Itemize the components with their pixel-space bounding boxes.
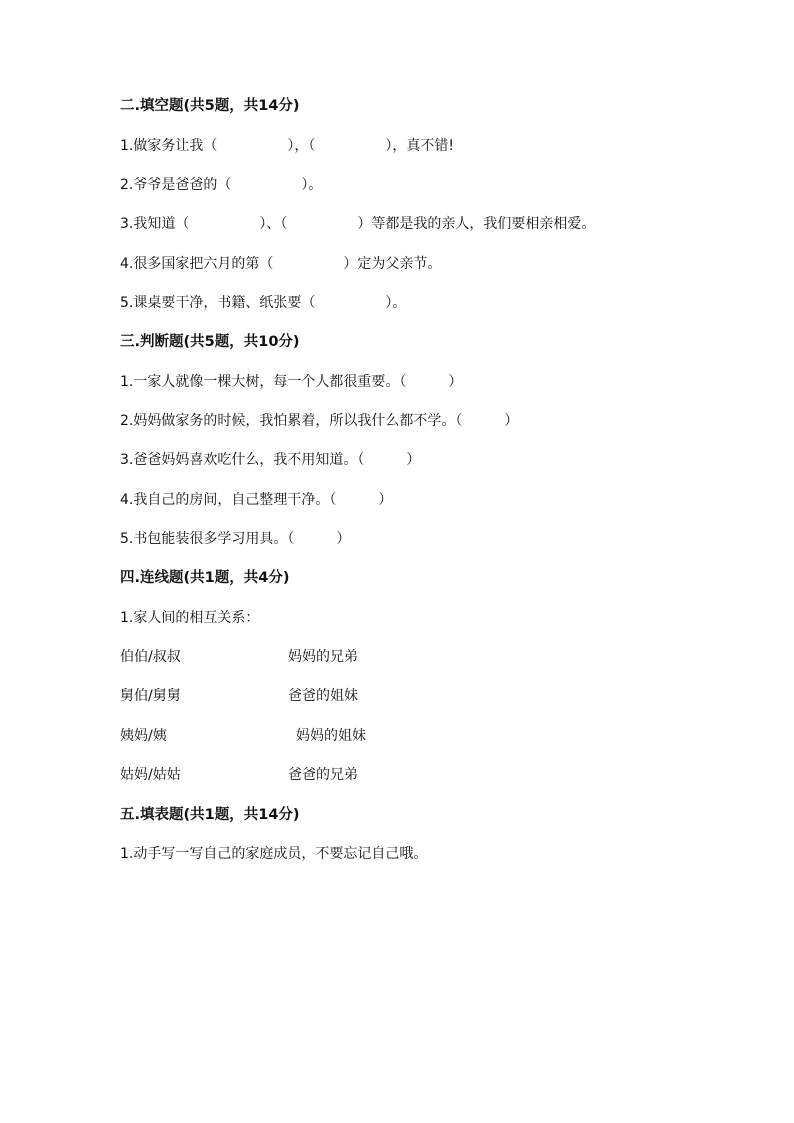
- question-matching-1: 1.家人间的相互关系：: [120, 610, 260, 626]
- matching-right-item: 妈妈的姐妹: [296, 728, 366, 744]
- question-fill-3: 3.我知道（ ）、（ ）等都是我的亲人，我们要相亲相爱。: [120, 216, 596, 232]
- matching-left-item: 姑妈/姑姑: [120, 767, 181, 783]
- question-tf-2: 2.妈妈做家务的时候，我怕累着，所以我什么都不学。（ ）: [120, 413, 519, 429]
- matching-right-item: 爸爸的兄弟: [288, 767, 358, 783]
- section-heading-true-false: 三.判断题(共5题，共10分): [120, 334, 300, 350]
- matching-left-item: 舅伯/舅舅: [120, 688, 181, 704]
- question-tf-1: 1.一家人就像一棵大树，每一个人都很重要。（ ）: [120, 374, 463, 390]
- section-heading-fill-blank: 二.填空题(共5题，共14分): [120, 98, 300, 114]
- question-fill-4: 4.很多国家把六月的第（ ）定为父亲节。: [120, 256, 442, 272]
- question-fill-2: 2.爷爷是爸爸的（ ）。: [120, 177, 323, 193]
- matching-right-item: 妈妈的兄弟: [288, 649, 358, 665]
- matching-left-item: 伯伯/叔叔: [120, 649, 181, 665]
- question-tf-3: 3.爸爸妈妈喜欢吃什么，我不用知道。（ ）: [120, 452, 421, 468]
- matching-left-item: 姨妈/姨: [120, 728, 167, 744]
- question-table-1: 1.动手写一写自己的家庭成员，不要忘记自己哦。: [120, 846, 428, 862]
- matching-right-item: 爸爸的姐妹: [288, 688, 358, 704]
- section-heading-table-fill: 五.填表题(共1题，共14分): [120, 807, 300, 823]
- question-tf-5: 5.书包能装很多学习用具。（ ）: [120, 531, 351, 547]
- question-fill-1: 1.做家务让我（ ），（ ），真不错!: [120, 138, 454, 154]
- question-fill-5: 5.课桌要干净，书籍、纸张要（ ）。: [120, 295, 407, 311]
- section-heading-matching: 四.连线题(共1题，共4分): [120, 570, 290, 586]
- question-tf-4: 4.我自己的房间，自己整理干净。（ ）: [120, 492, 393, 508]
